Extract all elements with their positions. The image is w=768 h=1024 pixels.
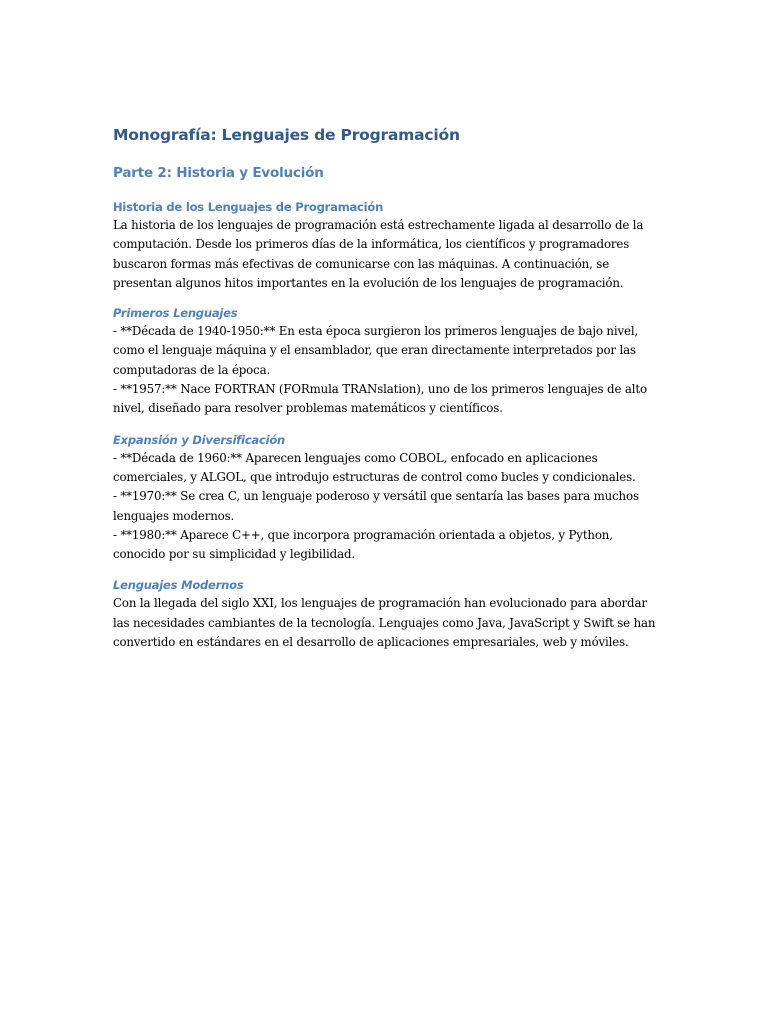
subsection-paragraph-expansion <box>113 449 653 565</box>
paragraph-line: Con la llegada del siglo XXI, los lenguajes de programación han evolucionado para abordar <box>113 596 647 611</box>
paragraph-line: - **Década de 1940-1950:** En esta época surgieron los primeros lenguajes de bajo nivel, <box>113 324 639 339</box>
paragraph-line: - **1957:** Nace FORTRAN (FORmula TRANslation), uno de los primeros lenguajes de alto <box>113 382 647 397</box>
document-title: Monografía: Lenguajes de Programación <box>113 126 460 144</box>
subsection-heading-expansion: Expansión y Diversificación <box>113 432 286 447</box>
paragraph-line: como el lenguaje máquina y el ensamblador, que eran directamente interpretados por las <box>113 343 636 358</box>
subsection-paragraph-primeros <box>113 322 653 418</box>
intro-line: computación. Desde los primeros días de la informática, los científicos y programadores <box>113 237 630 252</box>
intro-line: buscaron formas más efectivas de comunicarse con las máquinas. A continuación, se <box>113 256 610 271</box>
intro-paragraph <box>113 216 653 293</box>
paragraph-line: conocido por su simplicidad y legibilidad. <box>113 547 355 562</box>
paragraph-line: las necesidades cambiantes de la tecnología. Lenguajes como Java, JavaScript y Swift se han <box>113 615 656 630</box>
section-heading: Historia de los Lenguajes de Programación <box>113 200 384 214</box>
paragraph-line: convertido en estándares en el desarrollo de aplicaciones empresariales, web y móviles. <box>113 635 629 650</box>
document-page <box>113 124 656 652</box>
paragraph-line: - **1980:** Aparece C++, que incorpora programación orientada a objetos, y Python, <box>113 527 613 542</box>
subsection-heading-modernos: Lenguajes Modernos <box>113 578 244 593</box>
paragraph-line: lenguajes modernos. <box>113 508 235 523</box>
paragraph-line: - **Década de 1960:** Aparecen lenguajes como COBOL, enfocado en aplicaciones <box>113 450 598 465</box>
paragraph-line: - **1970:** Se crea C, un lenguaje poderoso y versátil que sentaría las bases para muchos <box>113 489 639 504</box>
paragraph-line: comerciales, y ALGOL, que introdujo estructuras de control como bucles y condicionales. <box>113 469 636 484</box>
subsection-paragraph-modernos <box>113 594 656 652</box>
paragraph-line: nivel, diseñado para resolver problemas matemáticos y científicos. <box>113 401 503 416</box>
subsection-heading-primeros: Primeros Lenguajes <box>113 306 238 321</box>
paragraph-line: computadoras de la época. <box>113 362 271 377</box>
intro-line: presentan algunos hitos importantes en la evolución de los lenguajes de programación. <box>113 275 624 290</box>
document-subtitle: Parte 2: Historia y Evolución <box>113 165 324 181</box>
intro-line: La historia de los lenguajes de programación está estrechamente ligada al desarrollo de la <box>113 218 644 232</box>
